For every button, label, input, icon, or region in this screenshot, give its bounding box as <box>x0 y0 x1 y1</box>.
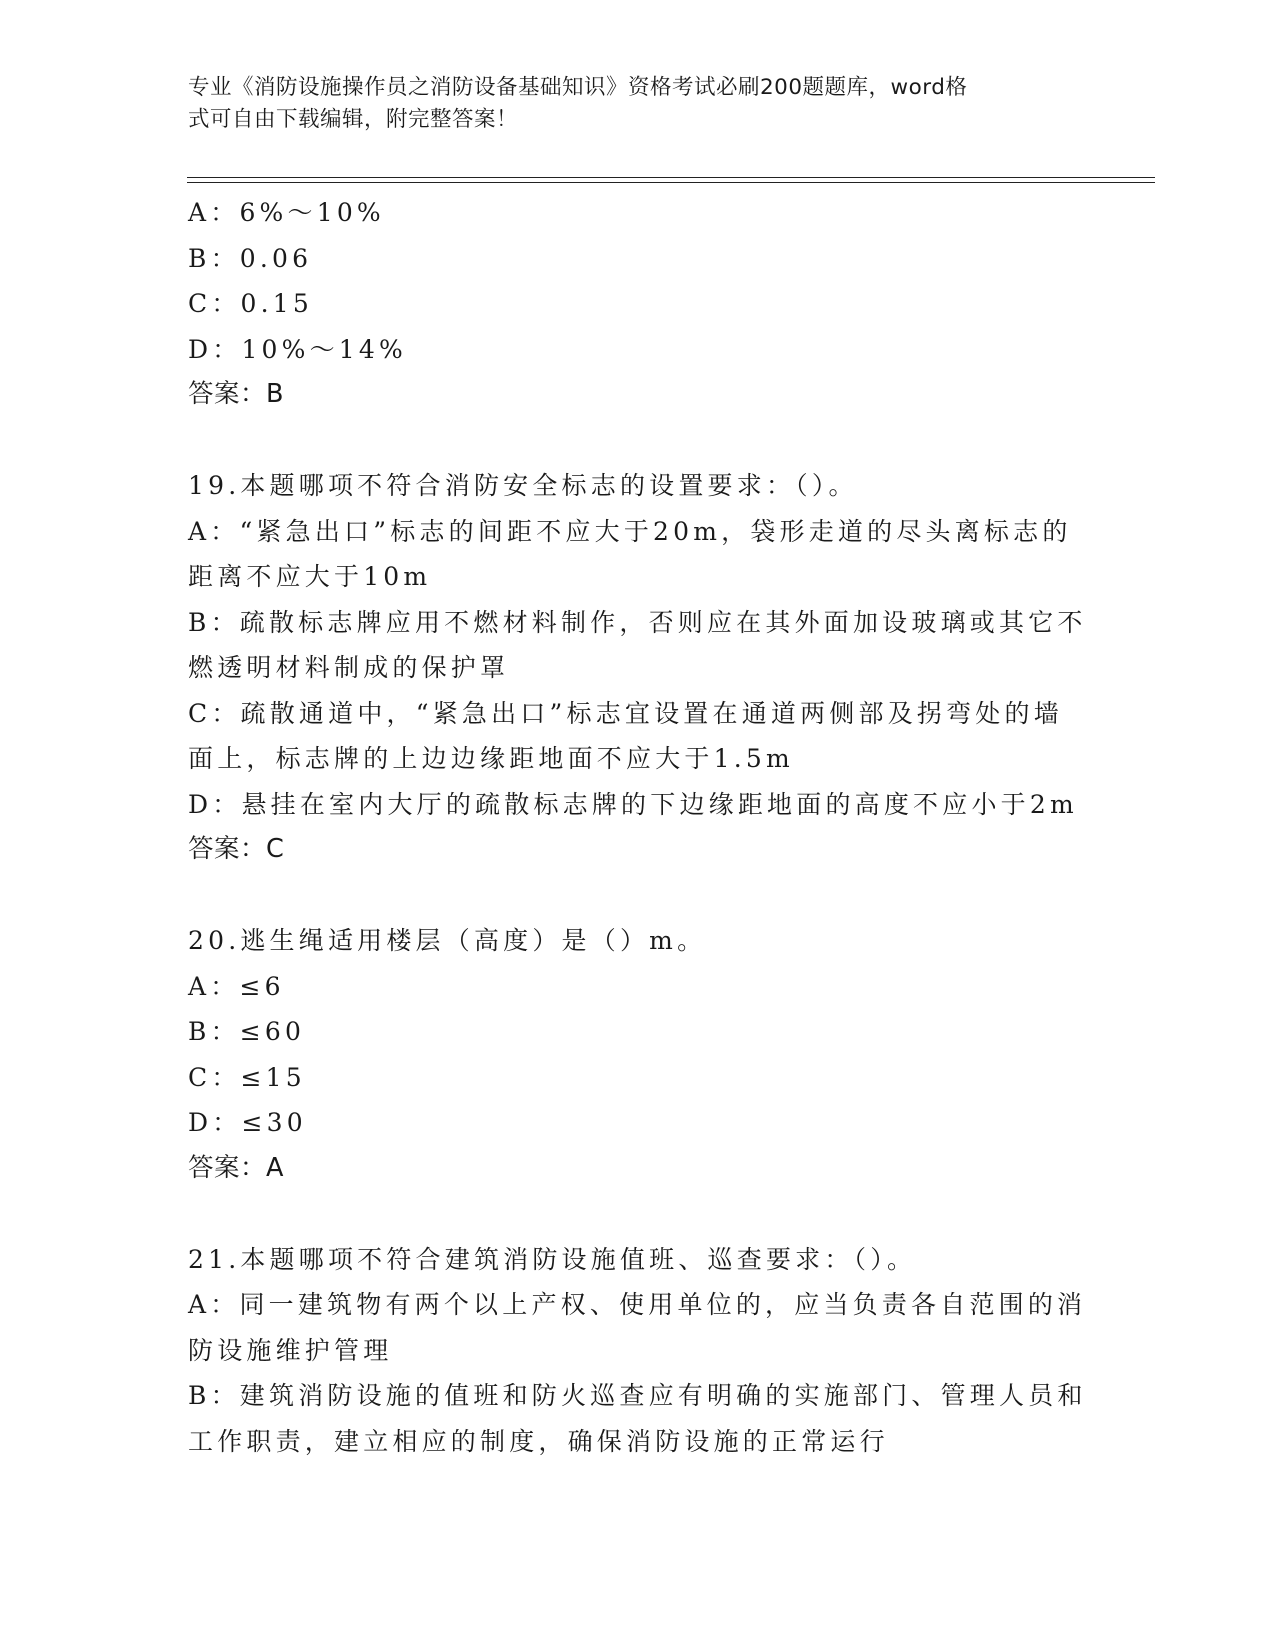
option-d: D：≤30 <box>188 1108 307 1137</box>
answer: 答案：B <box>188 379 284 409</box>
option-c: C：疏散通道中，“紧急出口”标志宜设置在通道两侧部及拐弯处的墙 <box>188 698 1063 728</box>
question-text: 20.逃生绳适用楼层（高度）是（）m。 <box>188 926 707 955</box>
option-c-continued: 面上，标志牌的上边边缘距地面不应大于1.5m <box>188 744 794 773</box>
spacer <box>188 1191 1088 1237</box>
option-b: B：0.06 <box>188 243 313 273</box>
question-19-block <box>188 463 1088 873</box>
option-b: B：建筑消防设施的值班和防火巡查应有明确的实施部门、管理人员和 <box>188 1381 1087 1410</box>
spacer <box>188 418 1088 464</box>
option-b: B：≤60 <box>188 1017 306 1046</box>
header-divider-top <box>187 177 1155 178</box>
option-b: B：疏散标志牌应用不燃材料制作，否则应在其外面加设玻璃或其它不 <box>188 607 1087 637</box>
question-text: 19.本题哪项不符合消防安全标志的设置要求：（）。 <box>188 471 858 500</box>
option-b-continued: 工作职责，建立相应的制度，确保消防设施的正常运行 <box>188 1426 889 1456</box>
question-20-block <box>188 918 1088 1191</box>
header-line-1: 专业《消防设施操作员之消防设备基础知识》资格考试必刷200题题库，word格 <box>188 75 968 100</box>
option-d: D：10%～14% <box>188 334 407 364</box>
option-a-continued: 防设施维护管理 <box>188 1335 393 1365</box>
option-c: C：≤15 <box>188 1062 306 1092</box>
answer: 答案：C <box>188 834 285 864</box>
question-text: 21.本题哪项不符合建筑消防设施值班、巡查要求：（）。 <box>188 1244 917 1274</box>
spacer <box>188 873 1088 919</box>
option-a: A：≤6 <box>188 971 285 1001</box>
option-d: D：悬挂在室内大厅的疏散标志牌的下边缘距地面的高度不应小于2m <box>188 789 1078 819</box>
option-c: C：0.15 <box>188 289 313 318</box>
answer: 答案：A <box>188 1152 284 1183</box>
header-line-2: 式可自由下载编辑，附完整答案！ <box>188 107 519 132</box>
option-a: A：同一建筑物有两个以上产权、使用单位的，应当负责各自范围的消 <box>188 1290 1087 1319</box>
header-divider-bottom <box>187 182 1155 183</box>
document-header <box>188 72 1068 136</box>
option-b-continued: 燃透明材料制成的保护罩 <box>188 653 510 682</box>
option-a-continued: 距离不应大于10m <box>188 562 432 591</box>
question-list <box>188 190 1088 1464</box>
option-a: A：6%～10% <box>188 198 385 227</box>
question-18-block <box>188 190 1088 418</box>
option-a: A：“紧急出口”标志的间距不应大于20m，袋形走道的尽头离标志的 <box>188 516 1072 546</box>
question-21-block <box>188 1237 1088 1465</box>
